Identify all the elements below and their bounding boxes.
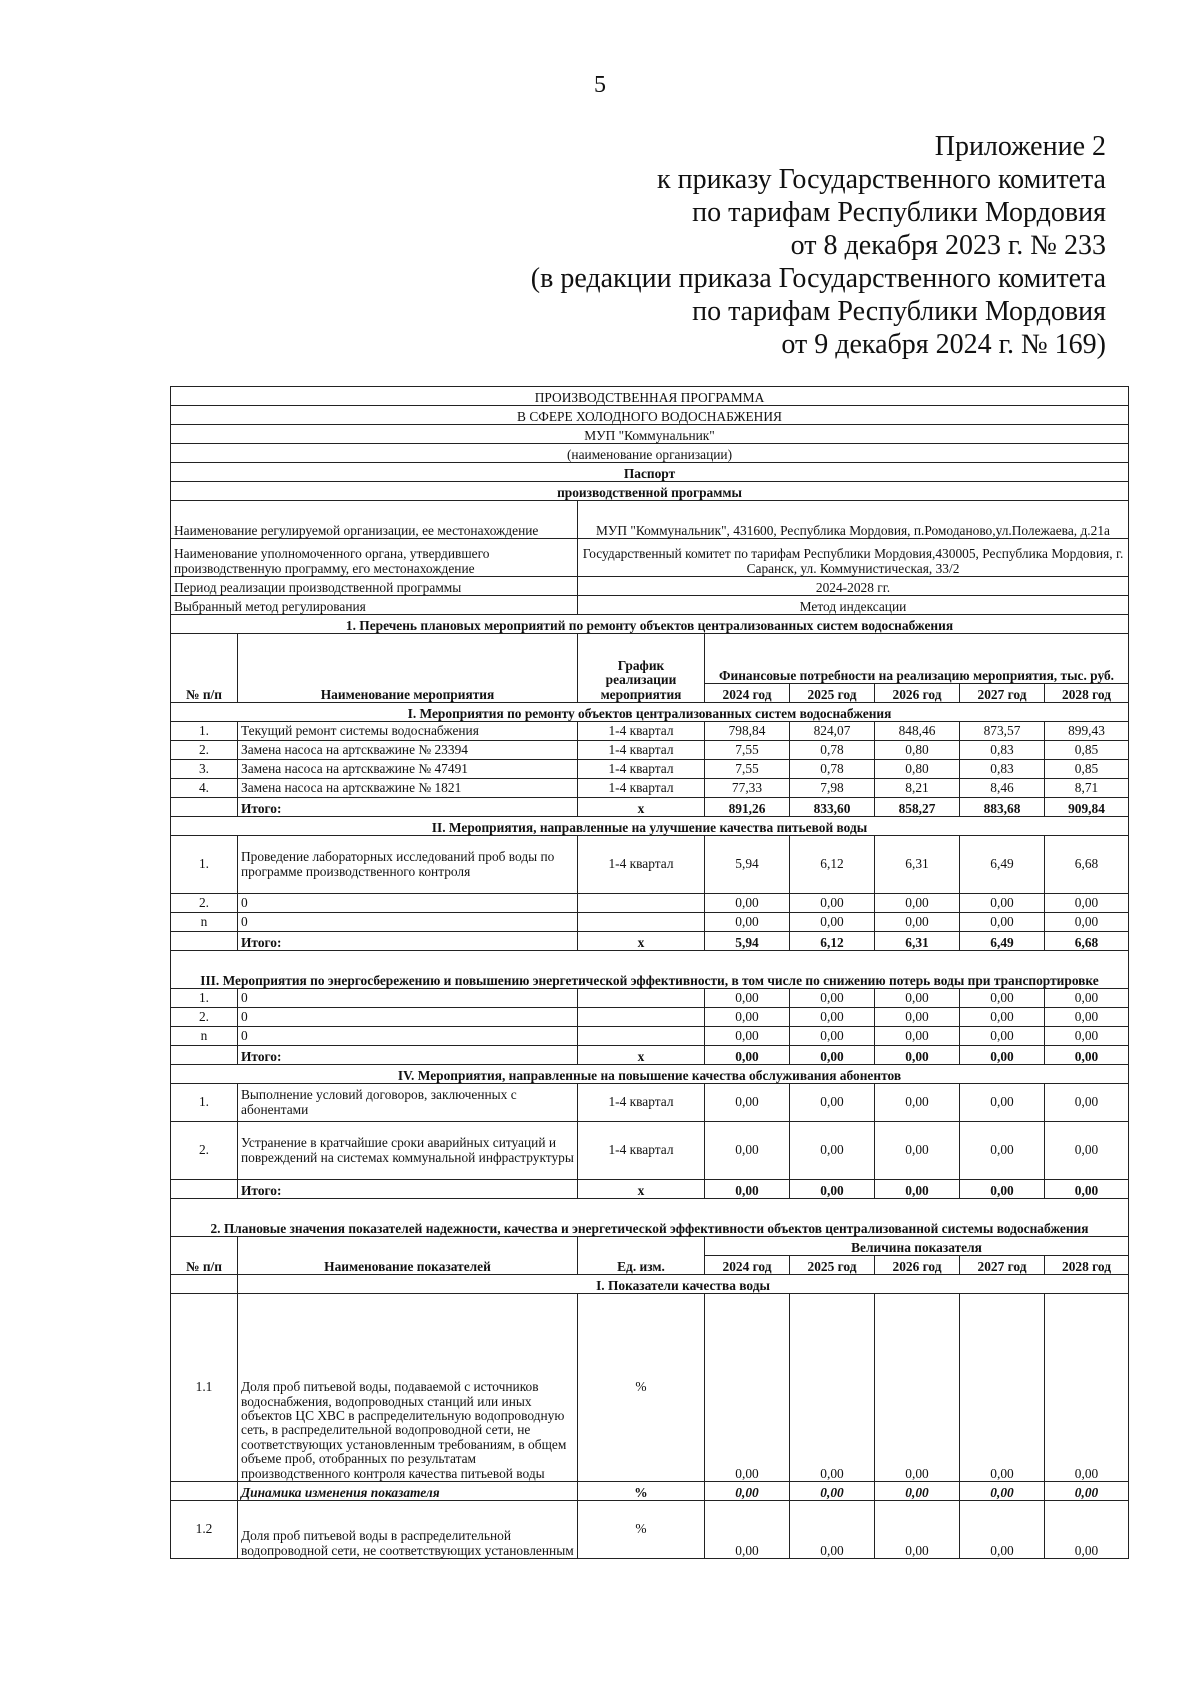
value-cell: 5,94: [705, 836, 790, 894]
total-label: Итого:: [238, 932, 578, 951]
row-number: 3.: [171, 760, 238, 779]
value-cell: 8,21: [875, 779, 960, 798]
value-cell: 0,00: [960, 1482, 1045, 1501]
value-cell: 0,00: [960, 894, 1045, 913]
total-value: 0,00: [960, 1180, 1045, 1199]
value-cell: 824,07: [790, 722, 875, 741]
dynamics-label: Динамика изменения показателя: [238, 1482, 578, 1501]
total-value: 6,31: [875, 932, 960, 951]
value-cell: 0,00: [875, 1501, 960, 1559]
schedule: [578, 1027, 705, 1046]
value-cell: 0,00: [1045, 1084, 1129, 1122]
value-cell: 0,85: [1045, 741, 1129, 760]
value-cell: 0,85: [1045, 760, 1129, 779]
total-label: Итого:: [238, 1046, 578, 1065]
value-cell: 0,00: [1045, 913, 1129, 932]
row-number: 4.: [171, 779, 238, 798]
value-cell: 6,68: [1045, 836, 1129, 894]
total-value: 891,26: [705, 798, 790, 817]
value-cell: 0,00: [875, 989, 960, 1008]
row-number: 1.: [171, 722, 238, 741]
value-cell: 0,00: [790, 1122, 875, 1180]
value-cell: 0,00: [960, 1122, 1045, 1180]
value-cell: 0,00: [875, 1294, 960, 1482]
total-value: 0,00: [960, 1046, 1045, 1065]
value-cell: 0,00: [790, 894, 875, 913]
row-number: 1.: [171, 836, 238, 894]
value-cell: 7,55: [705, 741, 790, 760]
measure-name: 0: [238, 1027, 578, 1046]
group-title: II. Мероприятия, направленные на улучшение качества питьевой воды: [171, 817, 1129, 836]
total-label: Итого:: [238, 798, 578, 817]
value-cell: 7,55: [705, 760, 790, 779]
production-program-table: [170, 386, 1129, 1559]
program-subtitle: В СФЕРЕ ХОЛОДНОГО ВОДОСНАБЖЕНИЯ: [171, 406, 1129, 425]
value-cell: 0,00: [960, 1294, 1045, 1482]
group-title: IV. Мероприятия, направленные на повышение качества обслуживания абонентов: [171, 1065, 1129, 1084]
value-cell: 7,98: [790, 779, 875, 798]
value-cell: 0,00: [960, 1501, 1045, 1559]
measure-name: Замена насоса на артскважине № 23394: [238, 741, 578, 760]
schedule: 1-4 квартал: [578, 722, 705, 741]
value-cell: 0,00: [705, 1008, 790, 1027]
value-cell: 0,00: [790, 913, 875, 932]
value-cell: 0,80: [875, 760, 960, 779]
value-cell: 0,00: [790, 1027, 875, 1046]
total-value: 0,00: [790, 1046, 875, 1065]
col-header-num: № п/п: [171, 1237, 238, 1275]
measure-name: 0: [238, 1008, 578, 1027]
value-cell: 0,00: [790, 1294, 875, 1482]
schedule: [578, 913, 705, 932]
empty-cell: [171, 932, 238, 951]
appendix-line: (в редакции приказа Государственного комитета: [530, 263, 1106, 294]
value-cell: 0,00: [1045, 894, 1129, 913]
value-cell: 77,33: [705, 779, 790, 798]
col-header-indicator: Наименование показателей: [238, 1237, 578, 1275]
row-number: n: [171, 913, 238, 932]
section2-title: 2. Плановые значения показателей надежности, качества и энергетической эффективности объектов централизованной системы водоснабжения: [171, 1199, 1129, 1237]
measure-name: Текущий ремонт системы водоснабжения: [238, 722, 578, 741]
passport-label: Наименование уполномоченного органа, утвердившего производственную программу, его местонахождение: [171, 539, 578, 577]
empty-cell: [171, 1275, 238, 1294]
empty-cell: [171, 798, 238, 817]
col-header-unit: Ед. изм.: [578, 1237, 705, 1275]
appendix-line: по тарифам Республики Мордовия: [692, 197, 1106, 228]
value-cell: 0,00: [960, 913, 1045, 932]
year-header: 2028 год: [1045, 1256, 1129, 1275]
measure-name: Замена насоса на артскважине № 1821: [238, 779, 578, 798]
value-cell: 798,84: [705, 722, 790, 741]
organization-caption: (наименование организации): [171, 444, 1129, 463]
value-cell: 0,00: [1045, 1501, 1129, 1559]
row-number: 2.: [171, 894, 238, 913]
total-label: Итого:: [238, 1180, 578, 1199]
page-number: 5: [594, 72, 606, 98]
value-cell: 0,00: [790, 989, 875, 1008]
value-cell: 0,00: [705, 1501, 790, 1559]
appendix-header: [531, 130, 1106, 361]
value-cell: 0,00: [790, 1008, 875, 1027]
empty-cell: [171, 1482, 238, 1501]
value-cell: 0,00: [790, 1084, 875, 1122]
value-cell: 0,00: [1045, 989, 1129, 1008]
value-cell: 0,00: [1045, 1027, 1129, 1046]
total-value: 0,00: [875, 1046, 960, 1065]
total-marker: х: [578, 798, 705, 817]
section1-title: 1. Перечень плановых мероприятий по ремонту объектов централизованных систем водоснабжения: [171, 615, 1129, 634]
total-value: 6,68: [1045, 932, 1129, 951]
value-cell: 0,78: [790, 741, 875, 760]
value-cell: 0,00: [875, 1122, 960, 1180]
value-cell: 0,00: [875, 1482, 960, 1501]
passport-subtitle: производственной программы: [171, 482, 1129, 501]
row-number: 2.: [171, 1008, 238, 1027]
value-cell: 6,31: [875, 836, 960, 894]
value-cell: 8,46: [960, 779, 1045, 798]
year-header: 2025 год: [790, 1256, 875, 1275]
value-cell: 899,43: [1045, 722, 1129, 741]
value-cell: 0,00: [875, 1027, 960, 1046]
total-marker: х: [578, 1046, 705, 1065]
schedule: 1-4 квартал: [578, 836, 705, 894]
value-cell: 0,00: [705, 894, 790, 913]
unit: %: [578, 1501, 705, 1559]
value-cell: 0,00: [705, 1084, 790, 1122]
value-cell: 0,00: [960, 1008, 1045, 1027]
passport-label: Выбранный метод регулирования: [171, 596, 578, 615]
col-header-num: № п/п: [171, 634, 238, 703]
total-value: 0,00: [705, 1046, 790, 1065]
value-cell: 0,00: [875, 1008, 960, 1027]
value-cell: 848,46: [875, 722, 960, 741]
passport-label: Период реализации производственной программы: [171, 577, 578, 596]
value-cell: 0,78: [790, 760, 875, 779]
total-value: 6,12: [790, 932, 875, 951]
indicator-name: Доля проб питьевой воды, подаваемой с источников водоснабжения, водопроводных станций или иных объектов ЦС ХВС в распределительную водопроводную сеть, в распределительной водопроводной сети, не соответствующих установленным требованиям, в общем объеме проб, отобранных по результатам производственного контроля качества питьевой воды: [238, 1294, 578, 1482]
row-number: 2.: [171, 741, 238, 760]
value-cell: 6,12: [790, 836, 875, 894]
appendix-line: от 8 декабря 2023 г. № 233: [790, 230, 1106, 261]
year-header: 2025 год: [790, 684, 875, 703]
row-number: 1.2: [171, 1501, 238, 1559]
value-cell: 0,00: [960, 1027, 1045, 1046]
value-cell: 0,00: [790, 1482, 875, 1501]
indicator-name: Доля проб питьевой воды в распределительной водопроводной сети, не соответствующих установленным: [238, 1501, 578, 1559]
value-cell: 0,00: [790, 1501, 875, 1559]
empty-cell: [171, 1180, 238, 1199]
measure-name: Проведение лабораторных исследований проб воды по программе производственного контроля: [238, 836, 578, 894]
year-header: 2026 год: [875, 1256, 960, 1275]
total-marker: х: [578, 932, 705, 951]
measure-name: 0: [238, 989, 578, 1008]
program-title: ПРОИЗВОДСТВЕННАЯ ПРОГРАММА: [171, 387, 1129, 406]
col-header-finance: Финансовые потребности на реализацию мероприятия, тыс. руб.: [705, 634, 1129, 684]
total-value: 0,00: [790, 1180, 875, 1199]
total-value: 858,27: [875, 798, 960, 817]
total-value: 6,49: [960, 932, 1045, 951]
value-cell: 6,49: [960, 836, 1045, 894]
col-header-value: Величина показателя: [705, 1237, 1129, 1256]
row-number: 2.: [171, 1122, 238, 1180]
passport-value: Государственный комитет по тарифам Республики Мордовия,430005, Республика Мордовия, г. Саранск, ул. Коммунистическая, 33/2: [578, 539, 1129, 577]
passport-value: МУП "Коммунальник", 431600, Республика Мордовия, п.Ромоданово,ул.Полежаева, д.21а: [578, 501, 1129, 539]
total-value: 0,00: [875, 1180, 960, 1199]
year-header: 2028 год: [1045, 684, 1129, 703]
measure-name: 0: [238, 894, 578, 913]
value-cell: 0,00: [705, 1122, 790, 1180]
value-cell: 873,57: [960, 722, 1045, 741]
total-value: 0,00: [705, 1180, 790, 1199]
row-number: 1.1: [171, 1294, 238, 1482]
schedule: [578, 1008, 705, 1027]
schedule: 1-4 квартал: [578, 1084, 705, 1122]
value-cell: 0,00: [875, 913, 960, 932]
organization-name: МУП "Коммунальник": [171, 425, 1129, 444]
total-marker: х: [578, 1180, 705, 1199]
appendix-line: по тарифам Республики Мордовия: [692, 296, 1106, 327]
empty-cell: [171, 1046, 238, 1065]
unit: %: [578, 1294, 705, 1482]
measure-name: Устранение в кратчайшие сроки аварийных ситуаций и повреждений на системах коммунальной инфраструктуры: [238, 1122, 578, 1180]
value-cell: 0,00: [1045, 1008, 1129, 1027]
schedule: 1-4 квартал: [578, 760, 705, 779]
col-header-schedule: График реализации мероприятия: [578, 634, 705, 703]
value-cell: 0,83: [960, 741, 1045, 760]
unit: %: [578, 1482, 705, 1501]
value-cell: 0,00: [705, 989, 790, 1008]
appendix-line: к приказу Государственного комитета: [657, 164, 1106, 195]
total-value: 0,00: [1045, 1046, 1129, 1065]
measure-name: 0: [238, 913, 578, 932]
passport-value: 2024-2028 гг.: [578, 577, 1129, 596]
total-value: 883,68: [960, 798, 1045, 817]
value-cell: 0,80: [875, 741, 960, 760]
appendix-line: от 9 декабря 2024 г. № 169): [781, 329, 1106, 360]
measure-name: Замена насоса на артскважине № 47491: [238, 760, 578, 779]
schedule: 1-4 квартал: [578, 779, 705, 798]
value-cell: 0,00: [705, 1027, 790, 1046]
value-cell: 0,00: [705, 1294, 790, 1482]
total-value: 0,00: [1045, 1180, 1129, 1199]
year-header: 2026 год: [875, 684, 960, 703]
subsection-title: I. Показатели качества воды: [238, 1275, 1129, 1294]
row-number: 1.: [171, 989, 238, 1008]
row-number: n: [171, 1027, 238, 1046]
group-title: III. Мероприятия по энергосбережению и повышению энергетической эффективности, в том числе по снижению потерь воды при транспортировке: [171, 951, 1129, 989]
value-cell: 0,00: [960, 1084, 1045, 1122]
total-value: 833,60: [790, 798, 875, 817]
value-cell: 0,83: [960, 760, 1045, 779]
passport-value: Метод индексации: [578, 596, 1129, 615]
schedule: [578, 989, 705, 1008]
value-cell: 0,00: [705, 1482, 790, 1501]
total-value: 909,84: [1045, 798, 1129, 817]
measure-name: Выполнение условий договоров, заключенных с абонентами: [238, 1084, 578, 1122]
schedule: 1-4 квартал: [578, 1122, 705, 1180]
group-title: I. Мероприятия по ремонту объектов централизованных систем водоснабжения: [171, 703, 1129, 722]
passport-title: Паспорт: [171, 463, 1129, 482]
total-value: 5,94: [705, 932, 790, 951]
appendix-line: Приложение 2: [934, 131, 1106, 162]
passport-label: Наименование регулируемой организации, ее местонахождение: [171, 501, 578, 539]
value-cell: 0,00: [875, 894, 960, 913]
value-cell: 0,00: [1045, 1482, 1129, 1501]
year-header: 2024 год: [705, 684, 790, 703]
value-cell: 8,71: [1045, 779, 1129, 798]
year-header: 2027 год: [960, 1256, 1045, 1275]
value-cell: 0,00: [960, 989, 1045, 1008]
col-header-name: Наименование мероприятия: [238, 634, 578, 703]
row-number: 1.: [171, 1084, 238, 1122]
value-cell: 0,00: [705, 913, 790, 932]
year-header: 2024 год: [705, 1256, 790, 1275]
value-cell: 0,00: [875, 1084, 960, 1122]
value-cell: 0,00: [1045, 1122, 1129, 1180]
value-cell: 0,00: [1045, 1294, 1129, 1482]
schedule: [578, 894, 705, 913]
schedule: 1-4 квартал: [578, 741, 705, 760]
year-header: 2027 год: [960, 684, 1045, 703]
